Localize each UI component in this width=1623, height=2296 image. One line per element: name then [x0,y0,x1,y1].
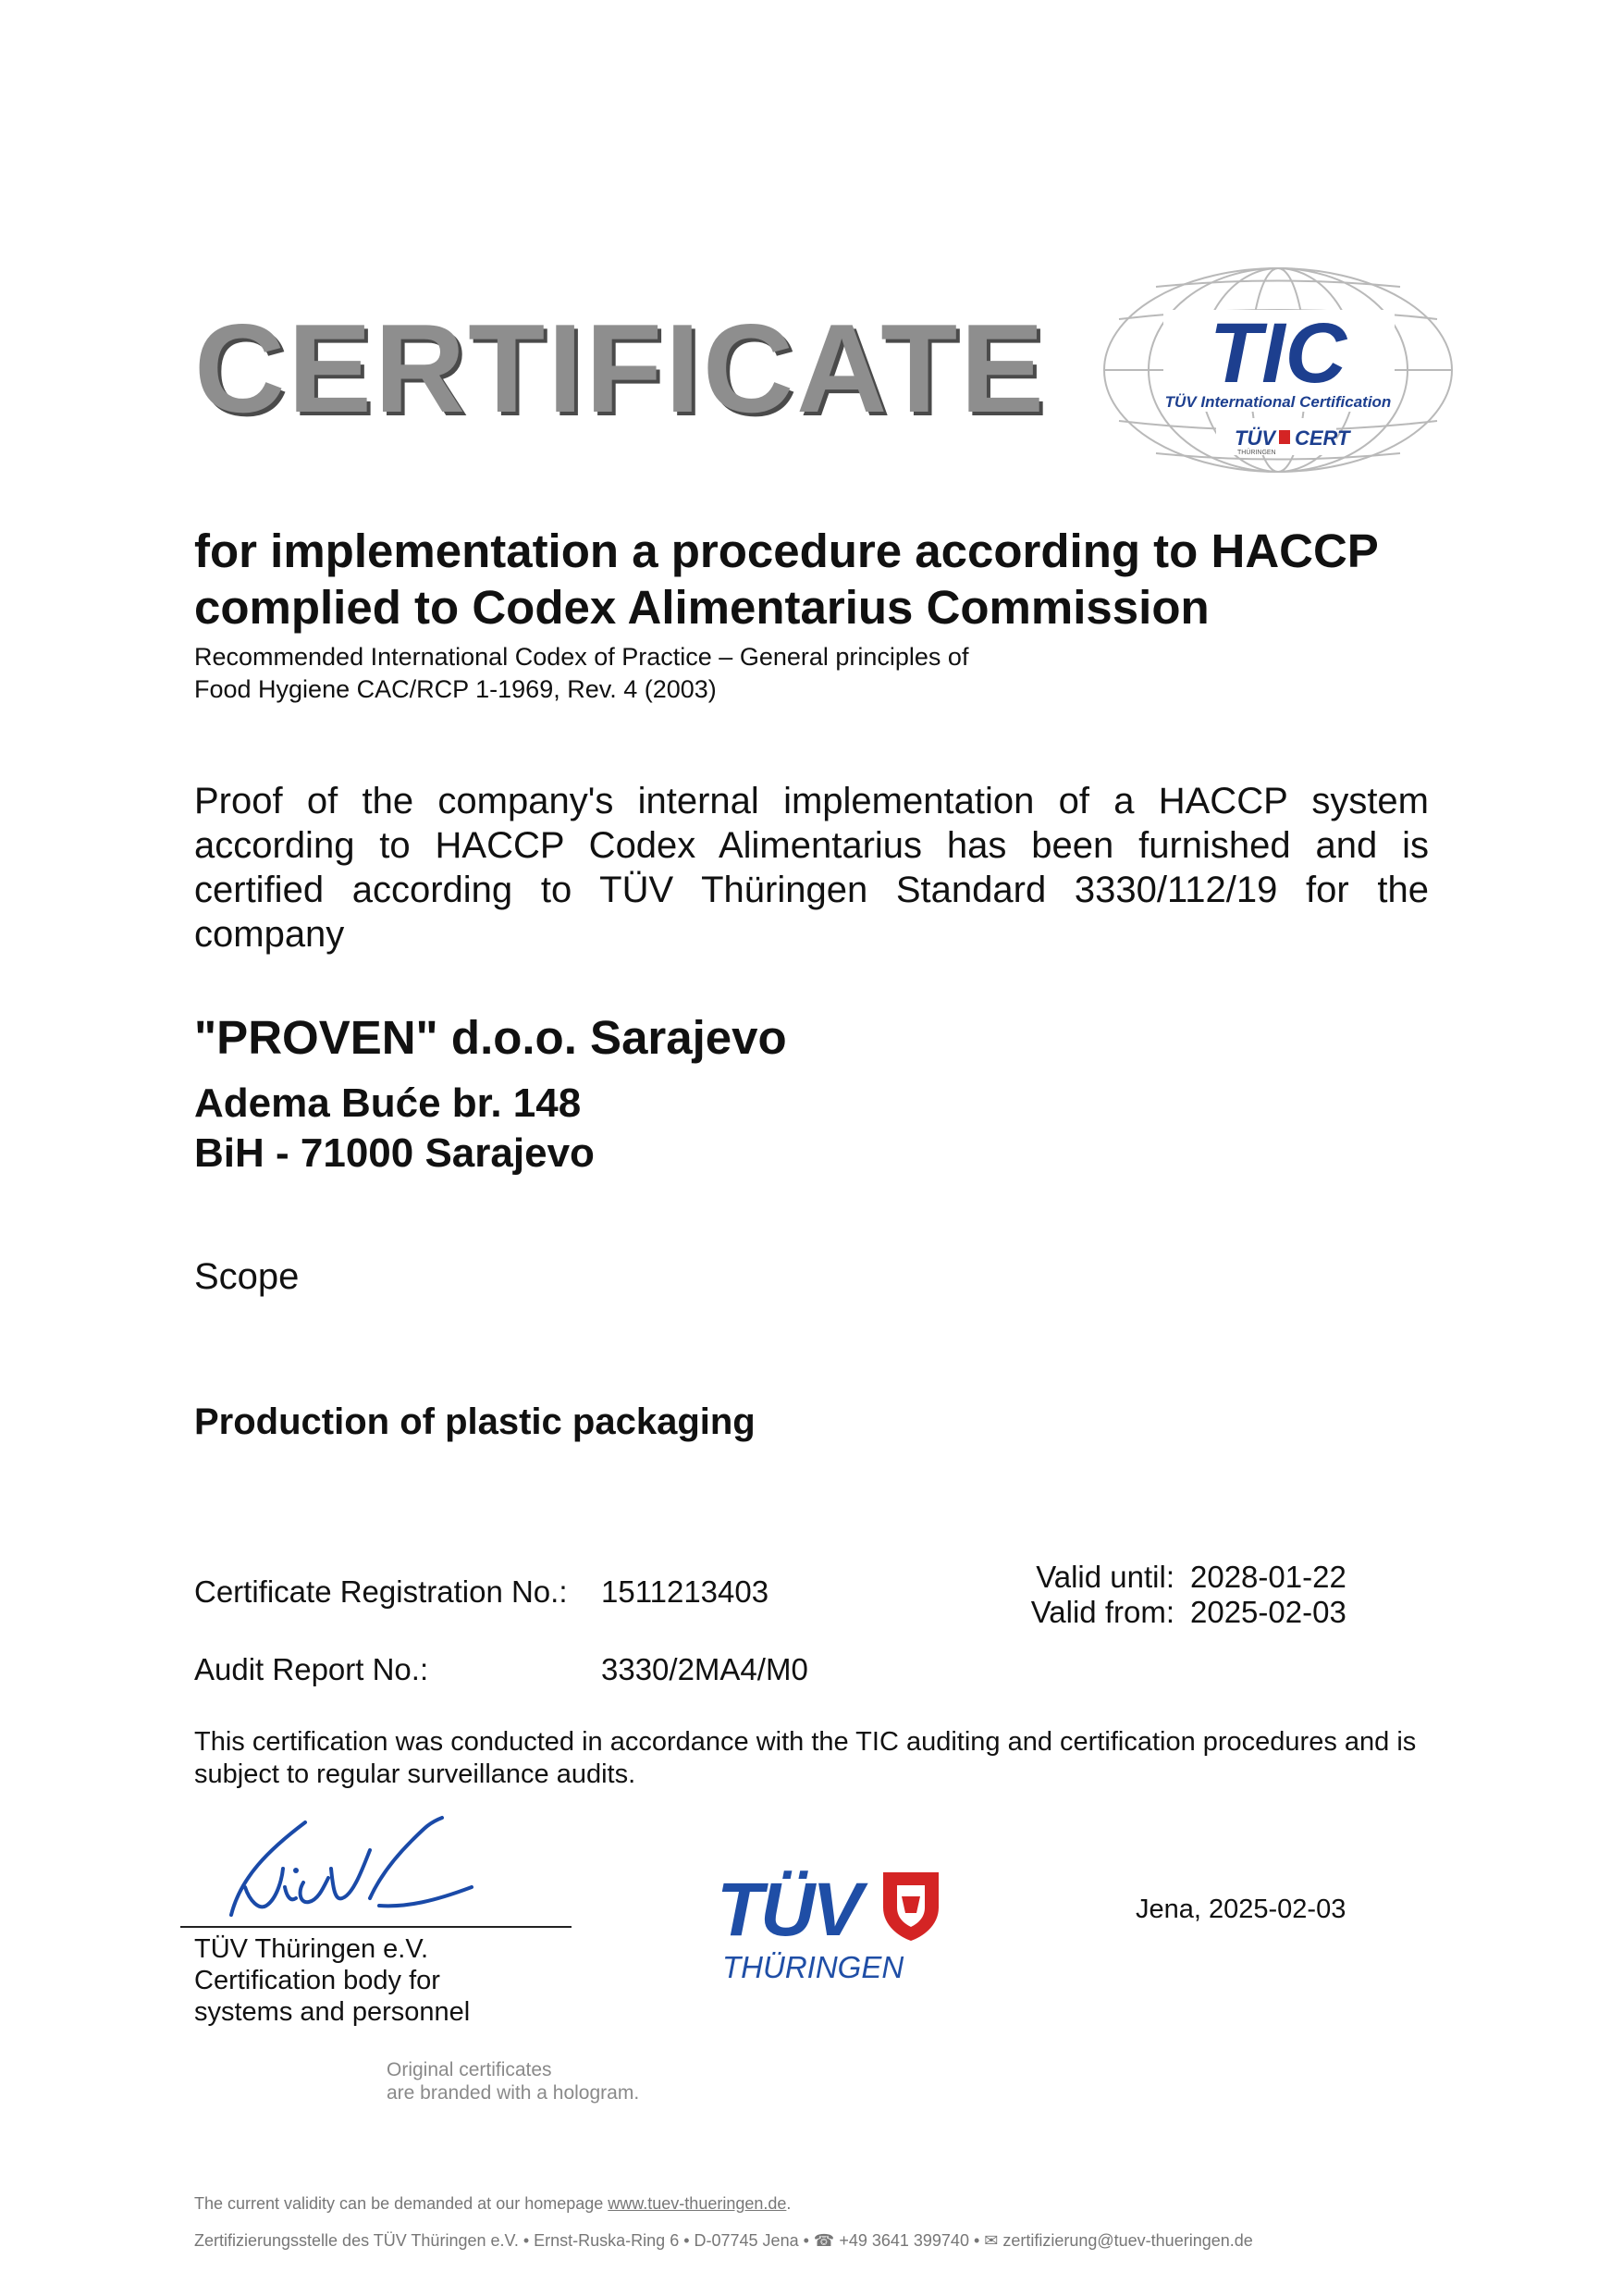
cert-registration-label: Certificate Registration No.: [194,1574,568,1609]
footer-validity-suffix: . [786,2194,792,2213]
company-address-line1: Adema Buće br. 148 [194,1080,582,1126]
footer-validity-prefix: The current validity can be demanded at our homepage [194,2194,609,2213]
valid-from-value: 2025-02-03 [1190,1595,1346,1629]
tuv-logo-sub: THÜRINGEN [722,1950,904,1984]
certification-statement: This certification was conducted in accordance with the TIC auditing and certification procedures and is subject to regular surveillance audits. [194,1727,1417,1789]
cert-registration-value: 1511213403 [601,1574,769,1609]
tuv-logo-brand: TÜV [717,1869,860,1952]
valid-until-value: 2028-01-22 [1190,1560,1346,1594]
tic-globe-logo [1100,264,1457,476]
audit-report-label: Audit Report No.: [194,1652,429,1686]
subtitle-line1: for implementation a procedure according to HACCP [194,525,1379,577]
tuv-shield-icon [883,1872,939,1941]
valid-until-label: Valid until: [1036,1560,1174,1594]
place-and-date: Jena, 2025-02-03 [1136,1895,1346,1924]
footer-validity [194,2194,791,2214]
tic-badge-sub: THÜRINGEN [1237,450,1276,456]
signatory-line3: systems and personnel [194,1997,471,2027]
footer-address: Zertifizierungsstelle des TÜV Thüringen e.V. • Ernst-Ruska-Ring 6 • D-07745 Jena • ☎ +49 3641 399740 • ✉ zertifizierung@tuev-thueringen.de [194,2231,1253,2250]
hologram-note-line2: are branded with a hologram. [387,2082,640,2104]
tic-logo-tagline: TÜV International Certification [1164,393,1392,411]
homepage-link[interactable]: www.tuev-thueringen.de [608,2194,787,2213]
valid-from-label: Valid from: [1030,1595,1174,1629]
company-name: "PROVEN" d.o.o. Sarajevo [194,1011,787,1064]
signatory-line2: Certification body for [194,1966,440,1995]
proof-paragraph: Proof of the company's internal implementation of a HACCP system according to HACCP Codex Alimentarius has been furnished and is certified according to TÜV Thüringen Standard 3330/112/19 for the company [194,781,1429,955]
tuv-thueringen-logo [717,1869,939,1984]
tic-badge-word: CERT [1295,426,1350,450]
tic-logo-main: TIC [1209,306,1347,401]
standard-note-line2: Food Hygiene CAC/RCP 1-1969, Rev. 4 (2003) [194,675,717,703]
standard-note-line1: Recommended International Codex of Practice – General principles of [194,643,969,671]
company-address-line2: BiH - 71000 Sarajevo [194,1130,595,1176]
signature-line [180,1926,572,1928]
audit-report-value: 3330/2MA4/M0 [601,1652,808,1686]
handwritten-signature [194,1813,499,1933]
certificate-title: CERTIFICATE [194,298,1047,438]
tic-badge-brand: TÜV [1235,426,1275,450]
hologram-note-line1: Original certificates [387,2059,552,2080]
subtitle-line2: complied to Codex Alimentarius Commission [194,581,1210,634]
signatory-line1: TÜV Thüringen e.V. [194,1934,429,1964]
scope-value: Production of plastic packaging [194,1401,756,1442]
scope-label: Scope [194,1256,300,1297]
